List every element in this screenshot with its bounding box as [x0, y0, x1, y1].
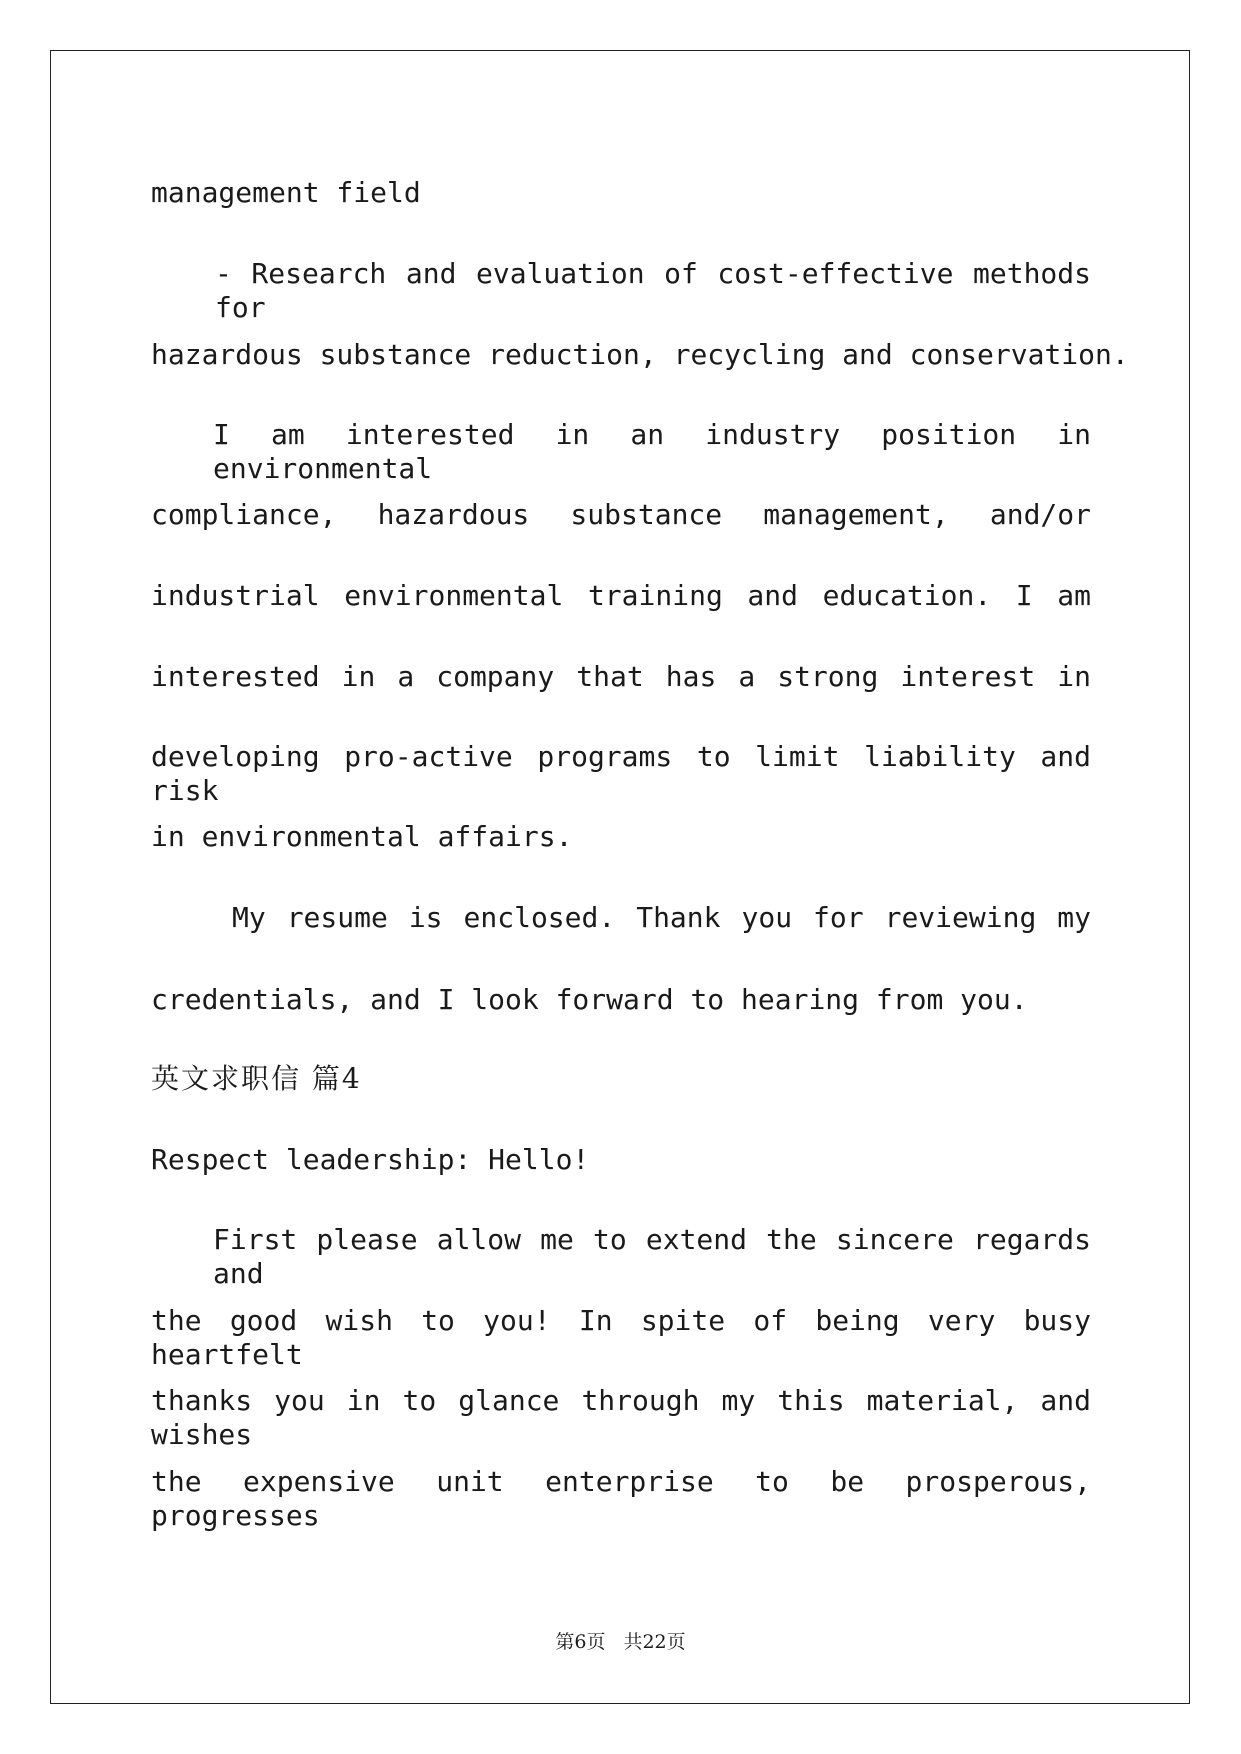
current-page-number: 第6页	[555, 1631, 606, 1653]
section-heading: 英文求职信 篇4	[151, 1062, 362, 1095]
text-line: hazardous substance reduction, recycling and conservation.	[151, 338, 1129, 371]
text-line: management field	[151, 176, 421, 209]
text-line: compliance, hazardous substance management, and/or	[151, 498, 1091, 531]
text-line: the expensive unit enterprise to be prosperous, progresses	[151, 1465, 1091, 1532]
text-line: developing pro-active programs to limit liability and risk	[151, 740, 1091, 807]
text-line: I am interested in an industry position in environmental	[213, 418, 1091, 485]
text-line: the good wish to you! In spite of being very busy heartfelt	[151, 1304, 1091, 1371]
text-line: thanks you in to glance through my this material, and wishes	[151, 1384, 1091, 1451]
text-line: credentials, and I look forward to hearing from you.	[151, 983, 1028, 1016]
text-line: in environmental affairs.	[151, 820, 573, 853]
text-line: First please allow me to extend the sincere regards and	[213, 1223, 1091, 1290]
text-line: My resume is enclosed. Thank you for reviewing my	[232, 901, 1091, 934]
text-line: interested in a company that has a strong interest in	[151, 660, 1091, 693]
greeting-line: Respect leadership: Hello!	[151, 1143, 590, 1176]
total-page-count: 共22页	[623, 1631, 686, 1653]
text-line: - Research and evaluation of cost-effective methods for	[215, 257, 1091, 324]
page-footer	[0, 1627, 1241, 1654]
text-line: industrial environmental training and education. I am	[151, 579, 1091, 612]
